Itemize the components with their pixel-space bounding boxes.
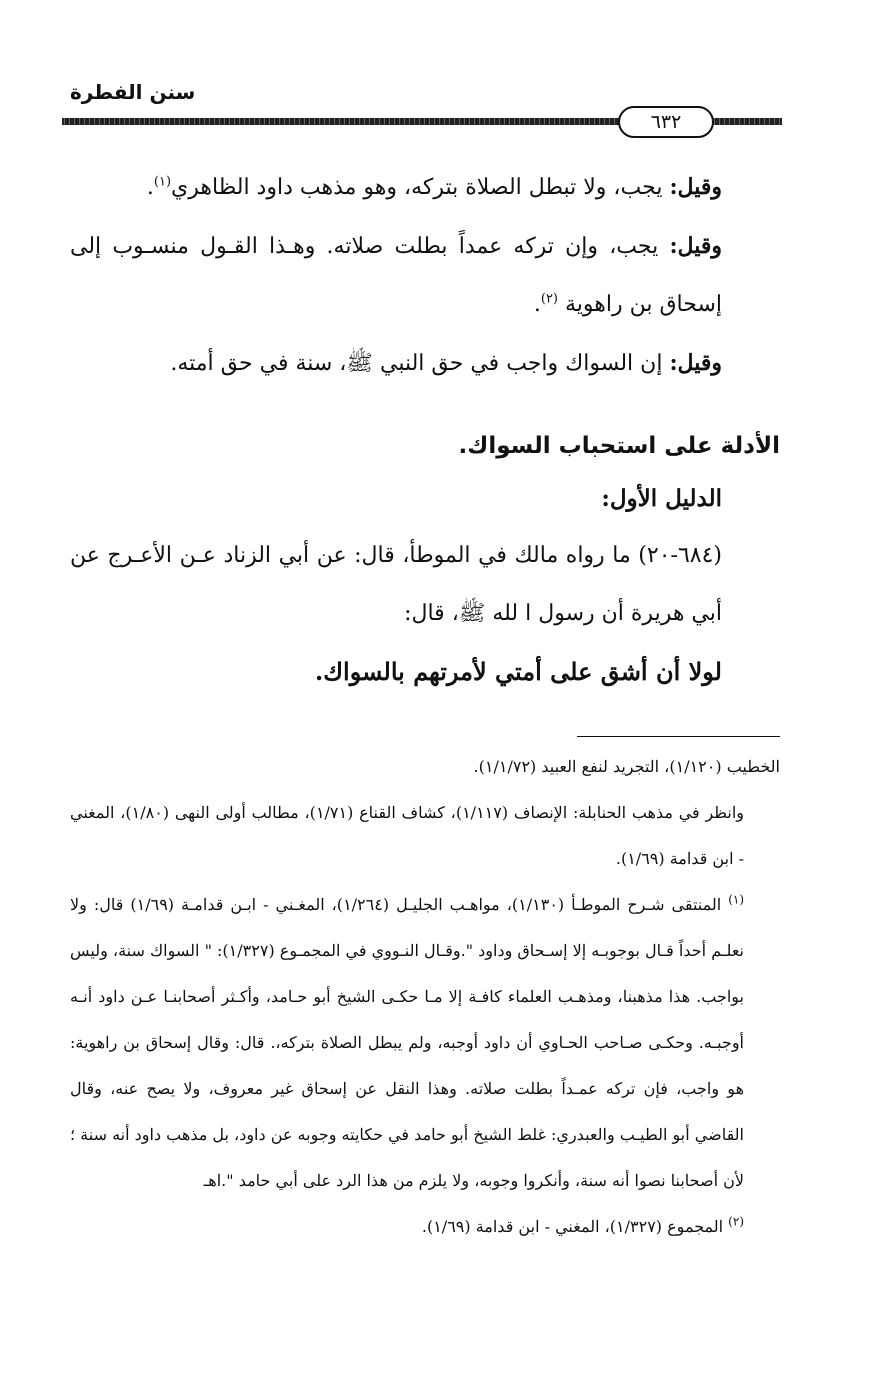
opinion-label: وقيل: <box>669 350 722 376</box>
page-number: ٦٣٢ <box>618 106 714 138</box>
footnote-number: (١) <box>728 892 745 907</box>
opinion-3 <box>70 334 780 393</box>
footnote-ref: (١) <box>153 174 172 190</box>
footnote-text: المنتقى شـرح الموطـأ (١/١٣٠)، مواهـب الجليـل (١/٢٦٤)، المغـني - ابـن قدامـة (١/٦٩) قال: ولا نعلـم أحداً قـال بوجوبـه إلا إسـحاق وداود ".وقـال النـووي في المجمـوع (١/٣٢٧): " السواك سنة، وليس بواجب. هذا مذهبنا، ومذهـب العلماء كافـة إلا مـا حكـى الشيخ أبو حـامد، وأكـثر أصحابنـا عـن داود أنـه أوجبـه. وحكـى صـاحب الحـاوي أن داود أوجبه، ولم يبطل الصلاة بتركه،. قال: وقال إسحاق بن راهوية: هو واجب، فإن تركه عمـداً بطلت صلاته. وهذا النقل عن إسحاق غير معروف، ولا يصح عنه، وقال القاضي أبو الطيـب والعبدري: غلط الشيخ أبو حامد في حكايته وجوبه عن داود، بل مذهب داود أنه سنة ؛ لأن أصحابنا نصوا أنه سنة، وأنكروا وجوبه، ولا يلزم من هذا الرد على أبي حامد ".اهـ <box>70 895 744 1190</box>
footnote-2 <box>70 1204 780 1250</box>
opinion-2 <box>70 217 780 334</box>
opinion-text: إن السواك واجب في حق النبي ﷺ، سنة في حق أمته. <box>170 351 670 376</box>
running-title: سنن الفطرة <box>70 80 196 104</box>
footnote-1 <box>70 882 780 1204</box>
footnote-continuation: وانظر في مذهب الحنابلة: الإنصاف (١/١١٧)، كشاف القناع (١/٧١)، مطالب أولى النهى (١/٨٠)، المغني - ابن قدامة (١/٦٩). <box>70 803 745 868</box>
footnote-number: (٢) <box>728 1214 744 1229</box>
opinion-text: يجب، ولا تبطل الصلاة بتركه، وهو مذهب داود الظاهري <box>171 175 670 200</box>
opinion-label: وقيل: <box>669 233 722 259</box>
footnote-separator <box>577 736 780 737</box>
sub-heading: الدليل الأول: <box>601 485 722 512</box>
main-text <box>70 158 780 701</box>
evidence-paragraph: (٦٨٤-٢٠) ما رواه مالك في الموطأ، قال: عن أبي الزناد عـن الأعـرج عن أبي هريرة أن رسول ا لله ﷺ، قال: <box>70 543 722 626</box>
footnote-ref: (٢) <box>540 291 558 307</box>
opinion-label: وقيل: <box>669 174 722 200</box>
section-heading: الأدلة على استحباب السواك. <box>458 433 780 459</box>
opinion-end: . <box>146 175 154 200</box>
opinion-1 <box>70 158 780 217</box>
opinion-text: يجب، وإن تركه عمداً بطلت صلاته. وهـذا القـول منسـوب إلى إسحاق بن راهوية <box>70 234 722 317</box>
footnotes <box>70 744 780 1250</box>
opinion-end: . <box>533 292 541 317</box>
footnote-text: المجموع (١/٣٢٧)، المغني - ابن قدامة (١/٦٩). <box>421 1217 729 1236</box>
hadith-text: لولا أن أشق على أمتي لأمرتهم بالسواك. <box>314 657 722 686</box>
footnote-continuation: الخطيب (١/١٢٠)، التجريد لنفع العبيد (١/١/٧٢). <box>473 757 780 776</box>
